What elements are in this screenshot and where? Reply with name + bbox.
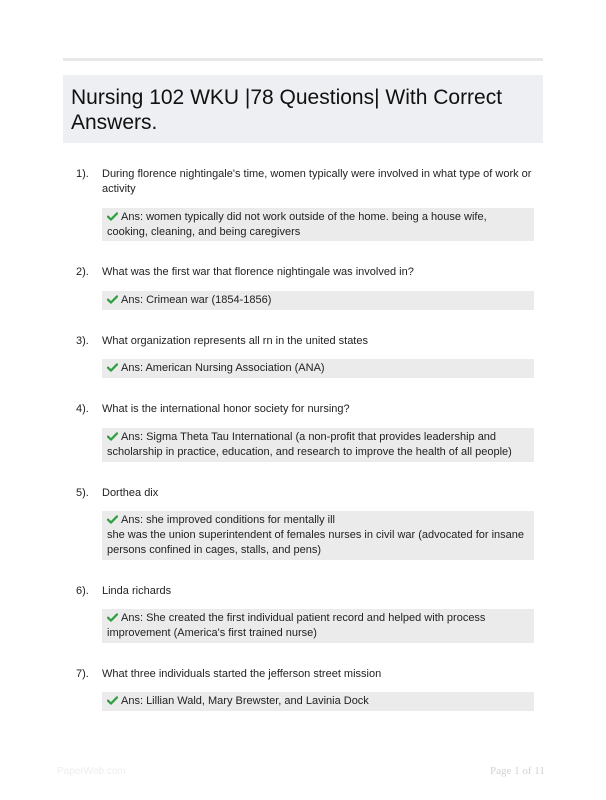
- footer-watermark: PaperWeb.com: [57, 766, 126, 777]
- check-icon: [107, 432, 118, 441]
- question-text: What is the international honor society for nursing?: [102, 403, 350, 415]
- check-icon: [107, 363, 118, 372]
- answer-text: Ans: Lillian Wald, Mary Brewster, and Lavinia Dock: [121, 695, 369, 707]
- answer-text-continued: she was the union superintendent of females nurses in civil war (advocated for insane persons confined in cages, stalls, and pens): [107, 529, 525, 556]
- check-icon: [107, 696, 118, 705]
- answer-box: [102, 208, 534, 241]
- check-icon: [107, 613, 118, 622]
- question-text: What was the first war that florence nightingale was involved in?: [102, 266, 414, 278]
- question-number: 4).: [76, 403, 89, 415]
- question-text: Dorthea dix: [102, 487, 159, 499]
- question-text: During florence nightingale's time, women typically were involved in what type of work or activity: [102, 168, 532, 195]
- answer-box: [102, 511, 534, 560]
- question-number: 5).: [76, 487, 89, 499]
- question-text: What organization represents all rn in the united states: [102, 335, 368, 347]
- question-text: What three individuals started the jefferson street mission: [102, 668, 382, 680]
- question-number: 6).: [76, 585, 89, 597]
- check-icon: [107, 212, 118, 221]
- page-number: Page 1 of 11: [490, 765, 545, 777]
- answer-box: [102, 359, 534, 378]
- answer-text: Ans: She created the first individual patient record and helped with process improvement (America's first trained nurse): [107, 612, 486, 639]
- question-number: 1).: [76, 168, 89, 180]
- question-number: 7).: [76, 668, 89, 680]
- answer-text: Ans: Crimean war (1854-1856): [121, 294, 272, 306]
- answer-text: Ans: Sigma Theta Tau International (a non-profit that provides leadership and scholarship in practice, education, and research to improve the health of all people): [107, 431, 512, 458]
- answer-box: [102, 428, 534, 462]
- question-number: 3).: [76, 335, 89, 347]
- check-icon: [107, 515, 118, 524]
- question-number: 2).: [76, 266, 89, 278]
- question-text: Linda richards: [102, 585, 172, 597]
- answer-box: [102, 692, 534, 711]
- answer-box: [102, 609, 534, 643]
- check-icon: [107, 295, 118, 304]
- answer-box: [102, 291, 534, 310]
- answer-text: Ans: she improved conditions for mentally ill: [121, 514, 335, 526]
- document-title: Nursing 102 WKU |78 Questions| With Correct Answers.: [71, 86, 503, 134]
- answer-text: Ans: women typically did not work outside of the home. being a house wife, cooking, cleaning, and being caregivers: [107, 210, 487, 238]
- answer-text: Ans: American Nursing Association (ANA): [121, 362, 325, 374]
